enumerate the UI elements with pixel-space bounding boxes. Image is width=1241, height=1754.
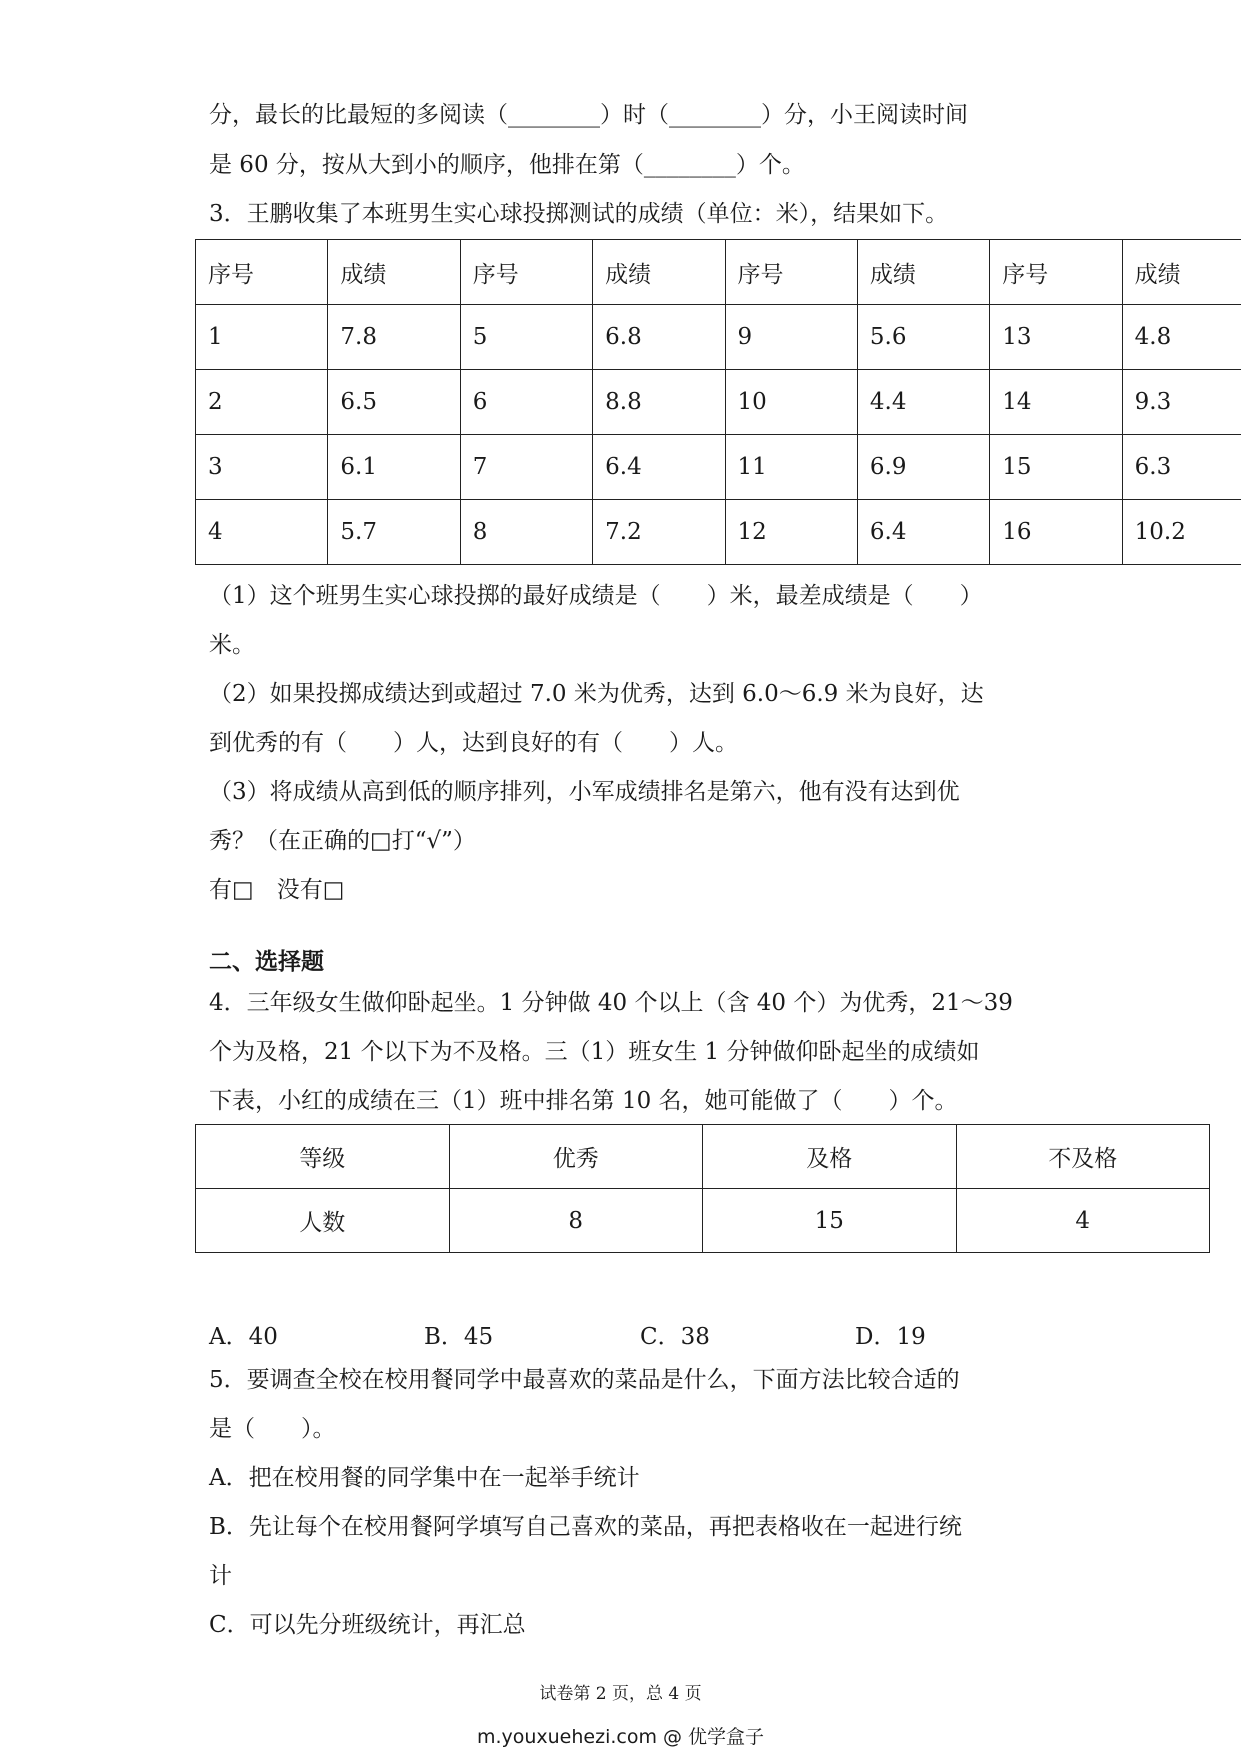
q4-line-a: 4．三年级女生做仰卧起坐。1 分钟做 40 个以上（含 40 个）为优秀，21～39 [209, 990, 1013, 1016]
q3-title: 3．王鹏收集了本班男生实心球投掷测试的成绩（单位：米），结果如下。 [209, 201, 949, 227]
index-cell: 7 [460, 435, 592, 500]
table-cell: 人数 [196, 1189, 450, 1253]
score-cell: 4.4 [857, 370, 989, 435]
q4-line-b: 个为及格，21 个以下为不及格。三（1）班女生 1 分钟做仰卧起坐的成绩如 [209, 1039, 980, 1065]
score-cell: 6.5 [328, 370, 460, 435]
q5-line-b: 是（ ）。 [209, 1416, 336, 1442]
index-cell: 6 [460, 370, 592, 435]
table-row [196, 370, 1241, 435]
score-cell: 8.8 [593, 370, 725, 435]
q3-1-line-a: （1）这个班男生实心球投掷的最好成绩是（ ）米，最差成绩是（ ） [209, 583, 983, 609]
table-cell: 8 [449, 1189, 703, 1253]
index-cell: 序号 [725, 240, 857, 305]
q5-option-b-line-b: 计 [209, 1563, 232, 1589]
q3-2-line-b: 到优秀的有（ ）人，达到良好的有（ ）人。 [209, 730, 738, 756]
q4-option-b: B．45 [424, 1324, 494, 1350]
score-cell: 10.2 [1122, 500, 1241, 565]
index-cell: 5 [460, 305, 592, 370]
situp-grade-table [195, 1124, 1210, 1253]
index-cell: 9 [725, 305, 857, 370]
score-cell: 6.8 [593, 305, 725, 370]
q4-option-a: A．40 [209, 1324, 278, 1350]
index-cell: 8 [460, 500, 592, 565]
table-cell: 4 [956, 1189, 1210, 1253]
q2-line-1: 分，最长的比最短的多阅读（________）时（________）分，小王阅读时间 [209, 102, 968, 128]
score-cell: 5.7 [328, 500, 460, 565]
score-cell: 6.1 [328, 435, 460, 500]
site-watermark: m.youxuehezi.com @ 优学盒子 [476, 1726, 765, 1748]
q3-1-line-b: 米。 [209, 632, 255, 658]
q3-3-line-a: （3）将成绩从高到低的顺序排列，小军成绩排名是第六，他有没有达到优 [209, 779, 960, 805]
index-cell: 4 [196, 500, 328, 565]
index-cell: 13 [990, 305, 1122, 370]
table-header-row [196, 1125, 1210, 1189]
q3-2-line-a: （2）如果投掷成绩达到或超过 7.0 米为优秀，达到 6.0～6.9 米为良好，达 [209, 681, 984, 707]
table-row [196, 435, 1241, 500]
q5-option-c: C．可以先分班级统计，再汇总 [209, 1612, 526, 1638]
score-cell: 6.4 [593, 435, 725, 500]
q4-option-d: D．19 [855, 1324, 926, 1350]
score-cell: 成绩 [328, 240, 460, 305]
table-row [196, 500, 1241, 565]
index-cell: 14 [990, 370, 1122, 435]
index-cell: 15 [990, 435, 1122, 500]
table-row [196, 1189, 1210, 1253]
q3-3-choice: 有□ 没有□ [209, 877, 345, 903]
q2-line-2: 是 60 分，按从大到小的顺序，他排在第（________）个。 [209, 152, 805, 178]
score-cell: 6.4 [857, 500, 989, 565]
table-row [196, 305, 1241, 370]
table-cell: 等级 [196, 1125, 450, 1189]
section-title: 二、选择题 [209, 949, 324, 975]
table-cell: 不及格 [956, 1125, 1210, 1189]
table-cell: 15 [703, 1189, 957, 1253]
table-header-row [196, 240, 1241, 305]
score-cell: 4.8 [1122, 305, 1241, 370]
score-cell: 5.6 [857, 305, 989, 370]
index-cell: 2 [196, 370, 328, 435]
index-cell: 16 [990, 500, 1122, 565]
score-cell: 成绩 [857, 240, 989, 305]
score-cell: 6.9 [857, 435, 989, 500]
score-cell: 成绩 [1122, 240, 1241, 305]
score-cell: 9.3 [1122, 370, 1241, 435]
index-cell: 3 [196, 435, 328, 500]
table-cell: 及格 [703, 1125, 957, 1189]
q4-option-c: C．38 [640, 1324, 710, 1350]
index-cell: 11 [725, 435, 857, 500]
score-cell: 成绩 [593, 240, 725, 305]
score-cell: 7.8 [328, 305, 460, 370]
table-cell: 优秀 [449, 1125, 703, 1189]
q5-option-a: A．把在校用餐的同学集中在一起举手统计 [209, 1465, 640, 1491]
index-cell: 12 [725, 500, 857, 565]
index-cell: 1 [196, 305, 328, 370]
page-number: 试卷第 2 页，总 4 页 [539, 1684, 702, 1704]
q5-option-b-line-a: B．先让每个在校用餐阿学填写自己喜欢的菜品，再把表格收在一起进行统 [209, 1514, 962, 1540]
q3-3-line-b: 秀？（在正确的□打“√”） [209, 828, 476, 854]
q5-line-a: 5．要调查全校在校用餐同学中最喜欢的菜品是什么，下面方法比较合适的 [209, 1367, 960, 1393]
index-cell: 序号 [196, 240, 328, 305]
score-cell: 6.3 [1122, 435, 1241, 500]
index-cell: 10 [725, 370, 857, 435]
index-cell: 序号 [990, 240, 1122, 305]
index-cell: 序号 [460, 240, 592, 305]
throw-score-table [195, 239, 1241, 565]
score-cell: 7.2 [593, 500, 725, 565]
q4-line-c: 下表，小红的成绩在三（1）班中排名第 10 名，她可能做了（ ）个。 [209, 1088, 958, 1114]
